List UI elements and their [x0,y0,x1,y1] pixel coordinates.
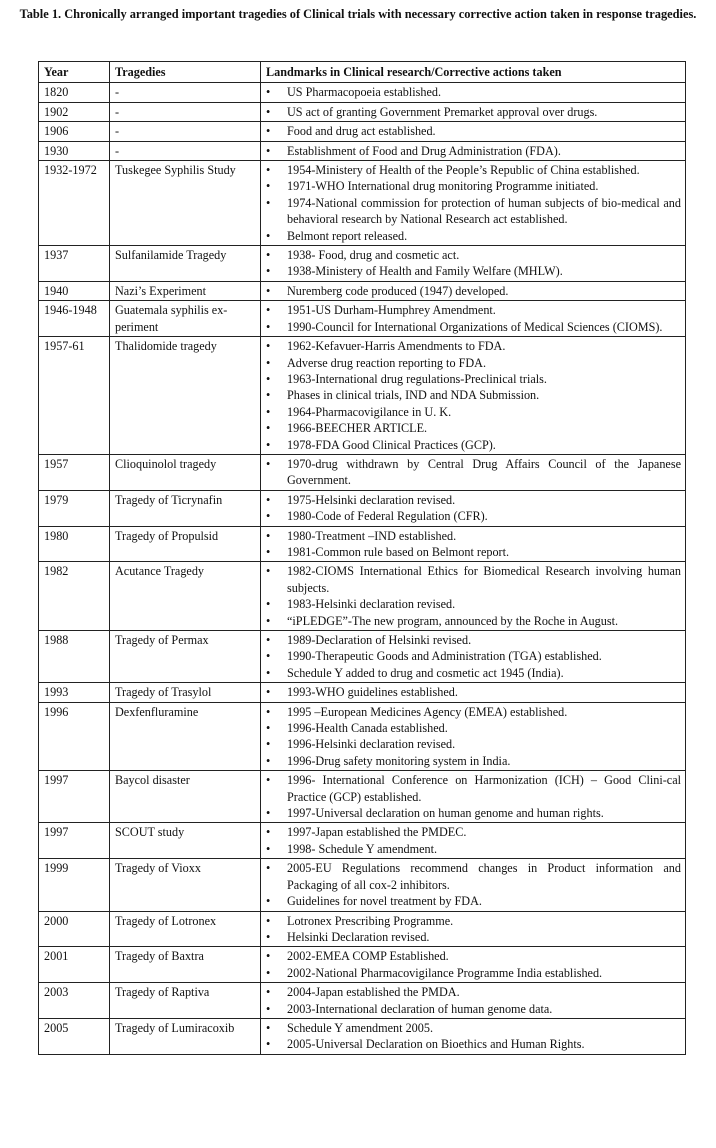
table-row [39,947,686,983]
landmark-item: • 1971-WHO International drug monitoring Programme initiated. [263,178,681,194]
table-row [39,454,686,490]
landmark-item: • 1975-Helsinki declaration revised. [263,492,681,508]
landmark-item: • Lotronex Prescribing Programme. [263,913,681,929]
tragedy-cell: Dexfenfluramine [110,702,261,771]
table-body [39,83,686,1054]
table-row [39,122,686,141]
landmarks-cell [261,562,686,631]
landmark-item: • US act of granting Government Premarket approval over drugs. [263,104,681,120]
landmark-item: • Establishment of Food and Drug Administration (FDA). [263,143,681,159]
landmarks-list [263,143,681,159]
landmarks-cell [261,911,686,947]
landmarks-cell [261,337,686,455]
landmarks-cell [261,301,686,337]
table-row [39,1018,686,1054]
landmark-item: • 1974-National commission for protection of human subjects of bio-medical and behavioral research by National Research act established. [263,195,681,228]
landmarks-list [263,860,681,909]
landmarks-cell [261,490,686,526]
table-row [39,823,686,859]
landmarks-list [263,824,681,857]
landmarks-list [263,283,681,299]
tragedy-cell: Guatemala syphilis ex-periment [110,301,261,337]
landmark-item: • 1990-Council for International Organizations of Medical Sciences (CIOMS). [263,319,681,335]
year-cell: 1980 [39,526,110,562]
landmark-item: • 1996-Helsinki declaration revised. [263,736,681,752]
tragedy-cell: Tragedy of Baxtra [110,947,261,983]
table-row [39,490,686,526]
year-cell: 2003 [39,983,110,1019]
landmarks-list [263,1020,681,1053]
landmarks-cell [261,947,686,983]
header-landmarks: Landmarks in Clinical research/Corrective actions taken [261,62,686,83]
landmark-item: • Adverse drug reaction reporting to FDA. [263,355,681,371]
year-cell: 2001 [39,947,110,983]
landmarks-cell [261,1018,686,1054]
landmark-item: • 1980-Treatment –IND established. [263,528,681,544]
landmark-item: • 1982-CIOMS International Ethics for Biomedical Research involving human subjects. [263,563,681,596]
landmark-item: • 1980-Code of Federal Regulation (CFR). [263,508,681,524]
landmarks-list [263,913,681,946]
table-row [39,859,686,911]
landmark-item: • US Pharmacopoeia established. [263,84,681,100]
landmark-item: • Helsinki Declaration revised. [263,929,681,945]
landmarks-list [263,84,681,100]
landmark-item: • 2005-EU Regulations recommend changes in Product information and Packaging of all cox-2 inhibitors. [263,860,681,893]
tragedy-cell: - [110,102,261,121]
year-cell: 2000 [39,911,110,947]
landmark-item: • “iPLEDGE”-The new program, announced by the Roche in August. [263,613,681,629]
tragedy-cell: Clioquinolol tragedy [110,454,261,490]
landmarks-cell [261,141,686,160]
table-row [39,911,686,947]
landmarks-list [263,704,681,770]
landmarks-list [263,492,681,525]
landmark-item: • 2003-International declaration of human genome data. [263,1001,681,1017]
landmarks-list [263,684,681,700]
landmarks-cell [261,771,686,823]
landmarks-cell [261,823,686,859]
landmark-item: • 1938-Ministery of Health and Family Welfare (MHLW). [263,263,681,279]
landmarks-cell [261,983,686,1019]
landmark-item: • 1996- International Conference on Harmonization (ICH) – Good Clini-cal Practice (GCP) established. [263,772,681,805]
landmarks-list [263,247,681,280]
tragedy-cell: Acutance Tragedy [110,562,261,631]
table-row [39,102,686,121]
year-cell: 1946-1948 [39,301,110,337]
landmark-item: • Schedule Y amendment 2005. [263,1020,681,1036]
landmark-item: • 1983-Helsinki declaration revised. [263,596,681,612]
landmarks-cell [261,161,686,246]
landmark-item: • Food and drug act established. [263,123,681,139]
tragedy-cell: SCOUT study [110,823,261,859]
landmarks-cell [261,859,686,911]
landmark-item: • 1996-Drug safety monitoring system in India. [263,753,681,769]
landmark-item: • 1998- Schedule Y amendment. [263,841,681,857]
landmark-item: • 1993-WHO guidelines established. [263,684,681,700]
table-row [39,83,686,102]
landmarks-cell [261,683,686,702]
year-cell: 1930 [39,141,110,160]
table-row [39,983,686,1019]
landmarks-cell [261,631,686,683]
landmark-item: • 1970-drug withdrawn by Central Drug Affairs Council of the Japanese Government. [263,456,681,489]
landmark-item: • 1995 –European Medicines Agency (EMEA) established. [263,704,681,720]
landmarks-list [263,123,681,139]
landmarks-cell [261,83,686,102]
header-year: Year [39,62,110,83]
landmark-item: • Guidelines for novel treatment by FDA. [263,893,681,909]
tragedy-cell: Tragedy of Vioxx [110,859,261,911]
landmark-item: • 1966-BEECHER ARTICLE. [263,420,681,436]
tragedy-cell: Nazi’s Experiment [110,281,261,300]
landmarks-cell [261,102,686,121]
landmark-item: • 1997-Universal declaration on human genome and human rights. [263,805,681,821]
tragedy-cell: Tragedy of Trasylol [110,683,261,702]
tragedy-cell: Thalidomide tragedy [110,337,261,455]
table-row [39,141,686,160]
landmark-item: • Belmont report released. [263,228,681,244]
landmark-item: • 2004-Japan established the PMDA. [263,984,681,1000]
year-cell: 1997 [39,771,110,823]
landmarks-list [263,104,681,120]
landmarks-cell [261,454,686,490]
tragedy-cell: - [110,141,261,160]
year-cell: 1957-61 [39,337,110,455]
year-cell: 1993 [39,683,110,702]
tragedy-cell: - [110,122,261,141]
landmarks-cell [261,526,686,562]
landmark-item: • 1997-Japan established the PMDEC. [263,824,681,840]
tragedy-cell: Sulfanilamide Tragedy [110,246,261,282]
table-row [39,562,686,631]
tragedy-cell: Tragedy of Ticrynafin [110,490,261,526]
table-row [39,771,686,823]
year-cell: 1937 [39,246,110,282]
tragedy-cell: - [110,83,261,102]
tragedy-cell: Tragedy of Propulsid [110,526,261,562]
table-row [39,246,686,282]
landmarks-list [263,528,681,561]
table-row [39,631,686,683]
landmark-item: • 1962-Kefavuer-Harris Amendments to FDA. [263,338,681,354]
tragedy-cell: Tragedy of Raptiva [110,983,261,1019]
landmark-item: • 1978-FDA Good Clinical Practices (GCP). [263,437,681,453]
landmark-item: • 2002-National Pharmacovigilance Programme India established. [263,965,681,981]
year-cell: 1940 [39,281,110,300]
year-cell: 1979 [39,490,110,526]
landmark-item: • 1954-Ministery of Health of the People’s Republic of China established. [263,162,681,178]
table-row [39,702,686,771]
landmark-item: • 1963-International drug regulations-Preclinical trials. [263,371,681,387]
landmark-item: • 1951-US Durham-Humphrey Amendment. [263,302,681,318]
table-row [39,301,686,337]
table-row [39,281,686,300]
landmarks-cell [261,122,686,141]
tragedy-cell: Tragedy of Permax [110,631,261,683]
landmark-item: • Phases in clinical trials, IND and NDA Submission. [263,387,681,403]
landmark-item: • 1938- Food, drug and cosmetic act. [263,247,681,263]
tragedies-table [38,61,686,1055]
landmark-item: • 1989-Declaration of Helsinki revised. [263,632,681,648]
year-cell: 1988 [39,631,110,683]
landmark-item: • 2005-Universal Declaration on Bioethics and Human Rights. [263,1036,681,1052]
table-row [39,683,686,702]
year-cell: 1906 [39,122,110,141]
year-cell: 1820 [39,83,110,102]
tragedy-cell: Tragedy of Lotronex [110,911,261,947]
landmarks-list [263,456,681,489]
landmarks-list [263,772,681,821]
landmark-item: • Nuremberg code produced (1947) developed. [263,283,681,299]
landmark-item: • 1964-Pharmacovigilance in U. K. [263,404,681,420]
year-cell: 1999 [39,859,110,911]
tragedy-cell: Tragedy of Lumiracoxib [110,1018,261,1054]
landmarks-list [263,632,681,681]
landmark-item: • Schedule Y added to drug and cosmetic act 1945 (India). [263,665,681,681]
landmarks-list [263,948,681,981]
landmark-item: • 2002-EMEA COMP Established. [263,948,681,964]
year-cell: 1932-1972 [39,161,110,246]
year-cell: 1902 [39,102,110,121]
year-cell: 1996 [39,702,110,771]
table-row [39,526,686,562]
landmark-item: • 1996-Health Canada established. [263,720,681,736]
table-header-row [39,62,686,83]
landmark-item: • 1990-Therapeutic Goods and Administration (TGA) established. [263,648,681,664]
landmarks-list [263,984,681,1017]
landmarks-cell [261,246,686,282]
landmark-item: • 1981-Common rule based on Belmont report. [263,544,681,560]
table-row [39,161,686,246]
tragedy-cell: Baycol disaster [110,771,261,823]
landmarks-list [263,338,681,453]
table-row [39,337,686,455]
landmarks-list [263,302,681,335]
landmarks-list [263,162,681,244]
table-caption: Table 1. Chronically arranged important tragedies of Clinical trials with necessary corrective action taken in response tragedies. [19,7,697,21]
landmarks-list [263,563,681,629]
landmarks-cell [261,702,686,771]
tragedy-cell: Tuskegee Syphilis Study [110,161,261,246]
landmarks-cell [261,281,686,300]
year-cell: 1982 [39,562,110,631]
header-tragedies: Tragedies [110,62,261,83]
year-cell: 1997 [39,823,110,859]
year-cell: 2005 [39,1018,110,1054]
year-cell: 1957 [39,454,110,490]
